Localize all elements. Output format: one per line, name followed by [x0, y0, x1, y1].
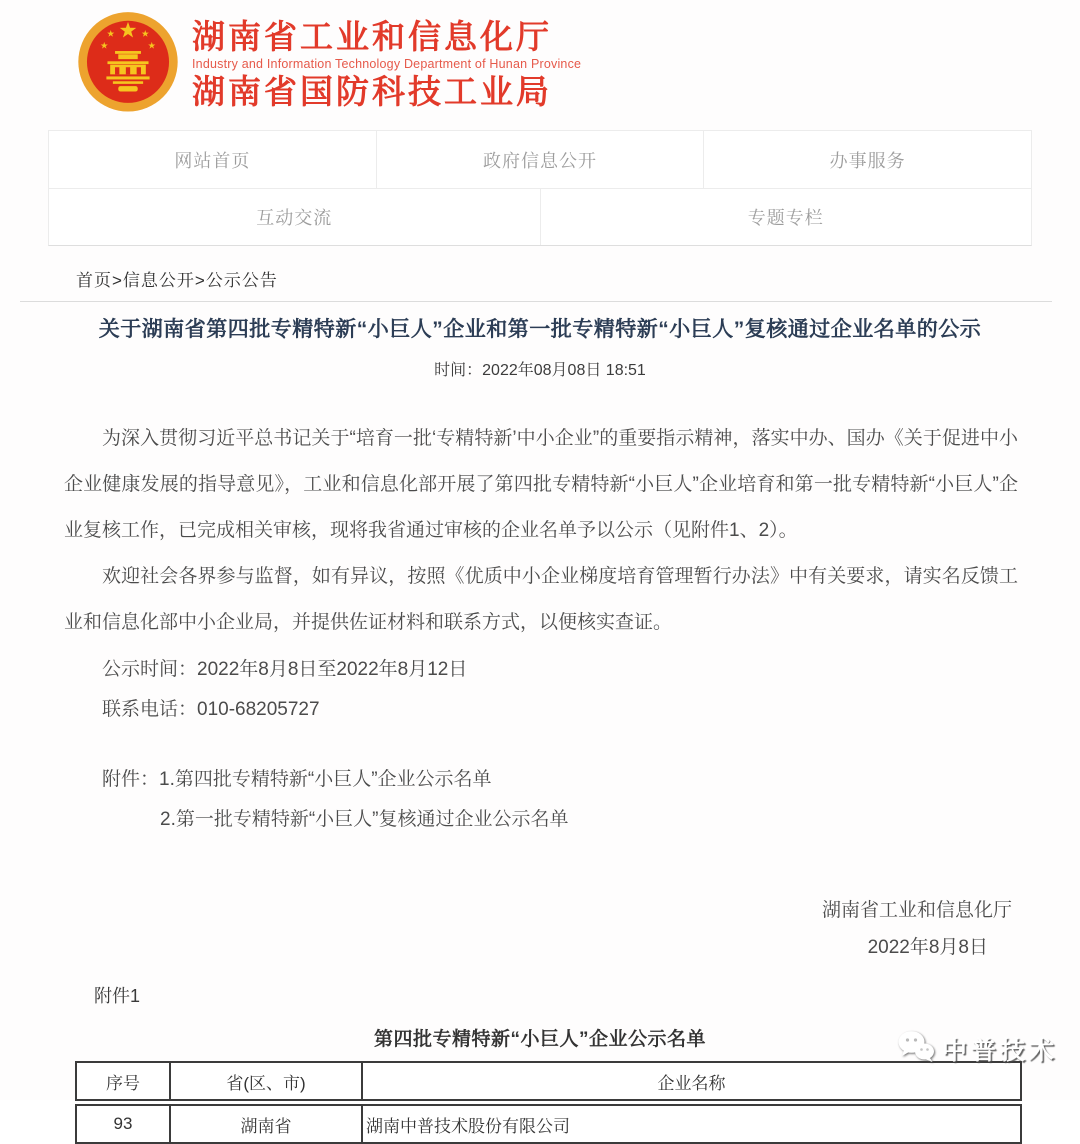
org-names	[192, 18, 581, 111]
org-name-english: Industry and Information Technology Department of Hunan Province	[192, 56, 582, 71]
publicity-period: 公示时间：2022年8月8日至2022年8月12日	[102, 659, 468, 680]
paragraph-2: 欢迎社会各界参与监督，如有异议，按照《优质中小企业梯度培育管理暂行办法》中有关要求，请实名反馈工业和信息化部中小企业局，并提供佐证材料和联系方式，以便核实查证。	[64, 566, 1018, 633]
cell-province: 湖南省	[169, 1106, 361, 1142]
article-body	[64, 416, 1018, 966]
header-company-name: 企业名称	[361, 1063, 1020, 1099]
attachments-list	[64, 760, 1018, 840]
nav-item-home[interactable]: 网站首页	[174, 150, 251, 171]
main-nav	[48, 130, 1032, 246]
contact-phone: 联系电话：010-68205727	[102, 699, 320, 720]
site-header	[0, 0, 1080, 124]
nav-item-gov-info[interactable]: 政府信息公开	[376, 131, 704, 188]
nav-item-special-topics[interactable]: 专题专栏	[540, 189, 1032, 245]
cell-company-name: 湖南中普技术股份有限公司	[361, 1106, 1020, 1142]
attachments-label: 附件：	[102, 769, 160, 790]
paragraph-1: 为深入贯彻习近平总书记关于“培育一批‘专精特新’中小企业”的重要指示精神，落实中办、国办《关于促进中小企业健康发展的指导意见》，工业和信息化部开展了第四批专精特新“小巨人”企业培育和第一批专精特新“小巨人”企业复核工作，已完成相关审核，现将我省通过审核的企业名单予以公示（见附件1、2）。	[64, 428, 1018, 541]
org-name-primary: 湖南省工业和信息化厅	[192, 17, 552, 55]
nav-item-interaction[interactable]: 互动交流	[256, 208, 333, 228]
header-serial-number: 序号	[106, 1073, 140, 1093]
attachment1-label: 附件1	[94, 986, 141, 1006]
national-emblem-logo	[74, 10, 182, 118]
signature-org: 湖南省工业和信息化厅	[821, 900, 1012, 921]
breadcrumb[interactable]: 首页>信息公开>公示公告	[76, 271, 278, 290]
attachment-1-title: 1.第四批专精特新“小巨人”企业公示名单	[159, 769, 492, 790]
org-name-secondary: 湖南省国防科技工业局	[192, 72, 552, 110]
attachment-2-title: 2.第一批专精特新“小巨人”复核通过企业公示名单	[160, 809, 569, 830]
watermark-text: 中普技术	[941, 1037, 1058, 1065]
nav-row-1	[49, 131, 1031, 188]
notice-meta	[64, 650, 1018, 730]
signature-date: 2022年8月8日	[867, 937, 988, 958]
publish-timestamp: 时间：2022年08月08日 18:51	[434, 362, 646, 379]
table-title: 第四批专精特新“小巨人”企业公示名单	[373, 1029, 706, 1050]
signature-block	[64, 892, 1018, 966]
table-row	[75, 1104, 1022, 1144]
nav-row-2	[49, 188, 1031, 245]
divider	[20, 301, 1052, 302]
header-province: 省(区、市)	[169, 1063, 361, 1099]
article-title: 关于湖南省第四批专精特新“小巨人”企业和第一批专精特新“小巨人”复核通过企业名单的公示	[98, 318, 982, 341]
attachment-item-1	[64, 760, 1018, 800]
nav-item-services[interactable]: 办事服务	[703, 131, 1031, 188]
cell-serial-number: 93	[113, 1114, 133, 1133]
table-header-row	[75, 1061, 1022, 1101]
attachment-item-2	[64, 800, 1018, 840]
companies-table	[75, 1061, 1022, 1144]
